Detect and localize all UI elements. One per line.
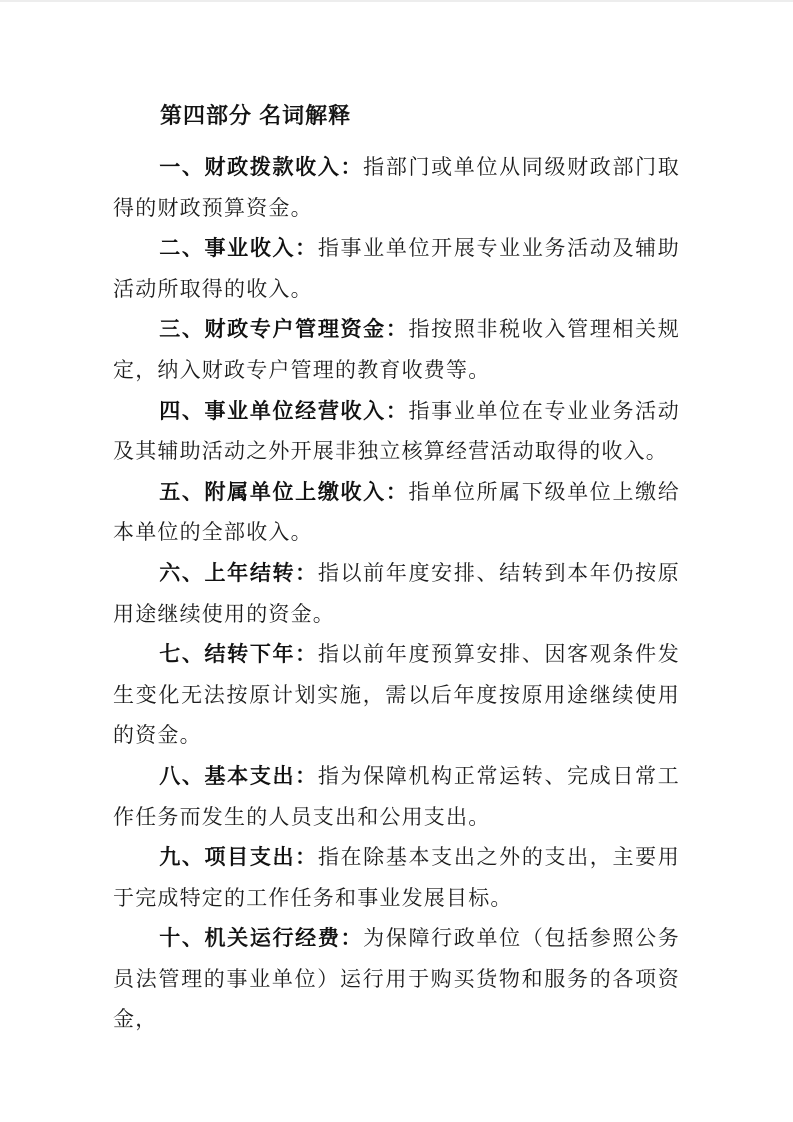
- glossary-item: [113, 918, 680, 1040]
- term-definition: 指为保障机构正常运转、完成日常工作任务而发生的人员支出和公用支出。: [113, 763, 680, 829]
- glossary-item: [113, 756, 680, 837]
- glossary-item: [113, 634, 680, 756]
- glossary-item: [113, 147, 680, 228]
- term-definition: 指在除基本支出之外的支出，主要用于完成特定的工作任务和事业发展目标。: [113, 845, 680, 910]
- glossary-item: [113, 837, 680, 918]
- term-label: 四、事业单位经营收入：: [159, 398, 409, 423]
- glossary-item: [113, 391, 680, 472]
- term-definition: 指单位所属下级单位上缴给本单位的全部收入。: [113, 479, 681, 545]
- page-title: 第四部分 名词解释: [160, 103, 352, 128]
- term-label: 六、上年结转：: [159, 560, 318, 585]
- glossary-item: [113, 472, 680, 553]
- term-definition: 指以前年度安排、结转到本年仍按原用途继续使用的资金。: [113, 560, 680, 626]
- glossary-content: [113, 147, 680, 1040]
- term-label: 二、事业收入：: [159, 236, 318, 261]
- glossary-item: [113, 553, 680, 634]
- glossary-item: [113, 309, 680, 390]
- term-definition: 指以前年度预算安排、因客观条件发生变化无法按原计划实施，需以后年度按原用途继续使用的资金。: [113, 642, 680, 748]
- term-label: 一、财政拨款收入：: [159, 155, 364, 179]
- term-definition: 为保障行政单位（包括参照公务员法管理的事业单位）运行用于购买货物和服务的各项资金，: [113, 926, 680, 1032]
- term-label: 八、基本支出：: [159, 763, 318, 788]
- term-label: 七、结转下年：: [159, 642, 318, 667]
- term-definition: 指部门或单位从同级财政部门取得的财政预算资金。: [113, 155, 680, 220]
- term-label: 三、财政专户管理资金：: [159, 317, 409, 342]
- term-definition: 指事业单位开展专业业务活动及辅助活动所取得的收入。: [113, 236, 680, 301]
- glossary-item: [113, 228, 680, 309]
- term-label: 九、项目支出：: [159, 845, 318, 870]
- term-definition: 指事业单位在专业业务活动及其辅助活动之外开展非独立核算经营活动取得的收入。: [113, 398, 681, 464]
- term-label: 十、机关运行经费：: [159, 926, 364, 951]
- term-definition: 指按照非税收入管理相关规定，纳入财政专户管理的教育收费等。: [113, 317, 681, 382]
- term-label: 五、附属单位上缴收入：: [159, 479, 409, 504]
